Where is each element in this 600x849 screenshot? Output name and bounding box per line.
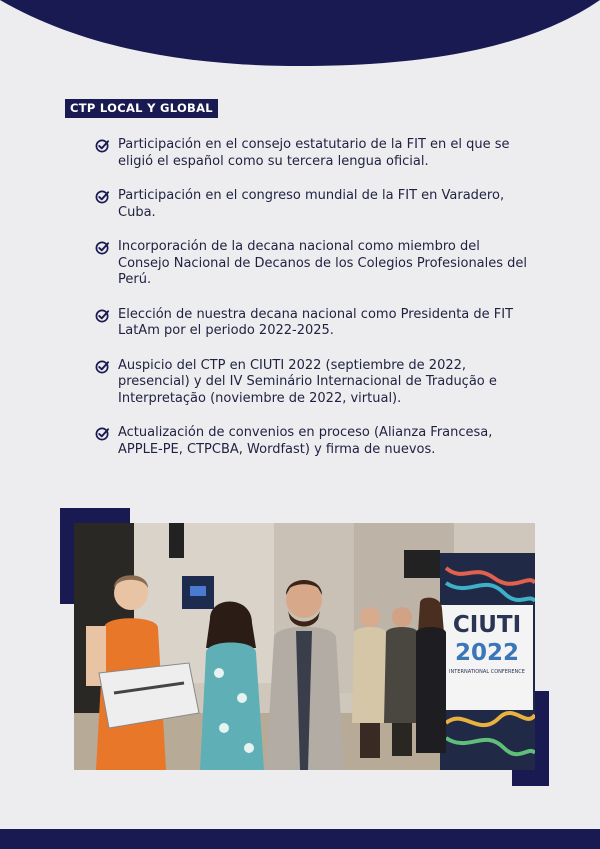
list-item-text: Actualización de convenios en proceso (Alianza Francesa, APPLE-PE, CTPCBA, Wordfast) y firma de nuevos. (118, 425, 493, 457)
banner-year: 2022 (454, 640, 520, 666)
list-item-text: Auspicio del CTP en CIUTI 2022 (septiembre de 2022, presencial) y del IV Seminário Internacional de Tradução e Interpretação (noviembre de 2022, virtual). (118, 357, 497, 406)
list-item (95, 307, 535, 340)
list-item (95, 239, 535, 289)
event-photo (74, 523, 535, 770)
list-item (95, 188, 535, 221)
check-circle-icon (95, 359, 110, 374)
banner-subtitle: INTERNATIONAL CONFERENCE (449, 669, 525, 675)
achievements-list (95, 137, 535, 476)
person-group-right (352, 598, 446, 758)
check-circle-icon (95, 138, 110, 153)
bottom-band-decoration (0, 829, 600, 849)
check-circle-icon (95, 308, 110, 323)
list-item-text: Incorporación de la decana nacional como miembro del Consejo Nacional de Decanos de los Colegios Profesionales del Perú. (118, 239, 528, 287)
top-wave-decoration (0, 0, 600, 80)
check-circle-icon (95, 240, 110, 255)
list-item-text: Participación en el consejo estatutario de la FIT en el que se eligió el español como su tercera lengua oficial. (118, 137, 510, 169)
check-circle-icon (95, 426, 110, 441)
banner-title: CIUTI (452, 612, 522, 638)
list-item-text: Elección de nuestra decana nacional como Presidenta de FIT LatAm por el periodo 2022-2025. (118, 306, 514, 338)
section-title: CTP LOCAL Y GLOBAL (65, 99, 218, 118)
list-item (95, 358, 535, 408)
list-item (95, 425, 535, 458)
list-item-text: Participación en el congreso mundial de la FIT en Varadero, Cuba. (118, 188, 505, 220)
check-circle-icon (95, 189, 110, 204)
list-item (95, 137, 535, 170)
